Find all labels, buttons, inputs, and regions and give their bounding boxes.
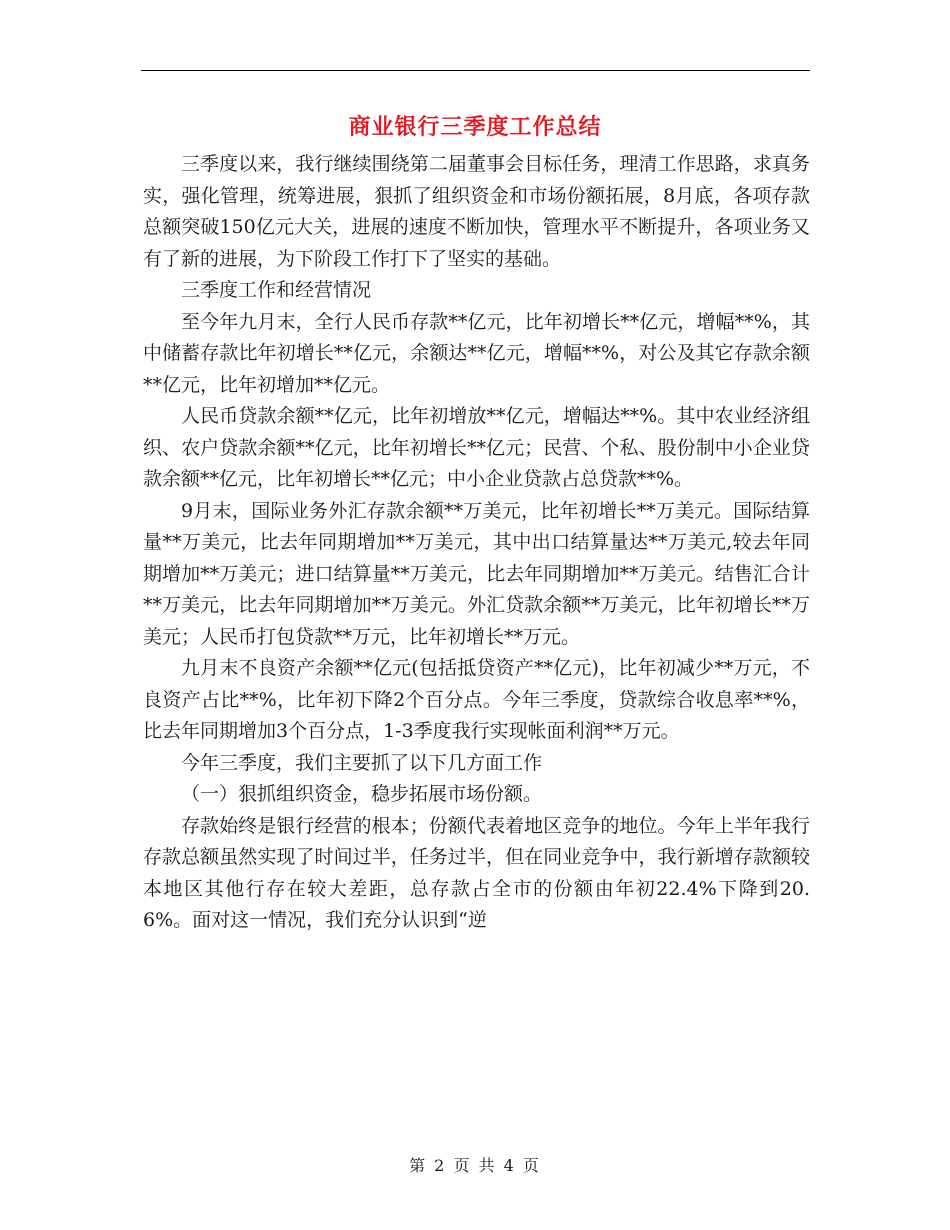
paragraph: 存款始终是银行经营的根本；份额代表着地区竞争的地位。今年上半年我行存款总额虽然实现了时间过半，任务过半，但在同业竞争中，我行新增存款额较本地区其他行存在较大差距，总存款占全市的份额由年初22.4%下降到20.6%。面对这一情况，我们充分认识到“逆 xyxy=(143,814,810,931)
paragraph: 9月末，国际业务外汇存款余额**万美元，比年初增长**万美元。国际结算量**万美元，比去年同期增加**万美元，其中出口结算量达**万美元,较去年同期增加**万美元；进口结算量**万美元，比去年同期增加**万美元。结售汇合计**万美元，比去年同期增加**万美元。外汇贷款余额**万美元，比年初增长**万美元；人民币打包贷款**万元，比年初增长**万元。 xyxy=(143,499,810,648)
paragraph: 九月末不良资产余额**亿元(包括抵贷资产**亿元)，比年初减少**万元，不良资产占比**%，比年初下降2个百分点。今年三季度，贷款综合收息率**%，比去年同期增加3个百分点，1-3季度我行实现帐面利润**万元。 xyxy=(143,657,810,742)
page-footer: 第 2 页 共 4 页 xyxy=(409,1156,541,1175)
paragraph: 至今年九月末，全行人民币存款**亿元，比年初增长**亿元，增幅**%，其中储蓄存款比年初增长**亿元，余额达**亿元，增幅**%，对公及其它存款余额**亿元，比年初增加**亿元。 xyxy=(143,310,810,396)
section-heading: 今年三季度，我们主要抓了以下几方面工作 xyxy=(181,751,543,774)
subsection-heading: （一）狠抓组织资金，稳步拓展市场份额。 xyxy=(181,783,543,805)
document-title: 商业银行三季度工作总结 xyxy=(348,114,602,140)
header-rule xyxy=(141,70,810,71)
section-heading: 三季度工作和经营情况 xyxy=(181,279,372,301)
paragraph: 三季度以来，我行继续围绕第二届董事会目标任务，理清工作思路，求真务实，强化管理，统筹进展，狠抓了组织资金和市场份额拓展，8月底，各项存款总额突破150亿元大关，进展的速度不断加快，管理水平不断提升，各项业务又有了新的进展，为下阶段工作打下了坚实的基础。 xyxy=(143,153,810,270)
paragraph: 人民币贷款余额**亿元，比年初增放**亿元，增幅达**%。其中农业经济组织、农户贷款余额**亿元，比年初增长**亿元；民营、个私、股份制中小企业贷款余额**亿元，比年初增长**亿元；中小企业贷款占总贷款**%。 xyxy=(143,405,810,490)
document-body xyxy=(143,149,810,937)
